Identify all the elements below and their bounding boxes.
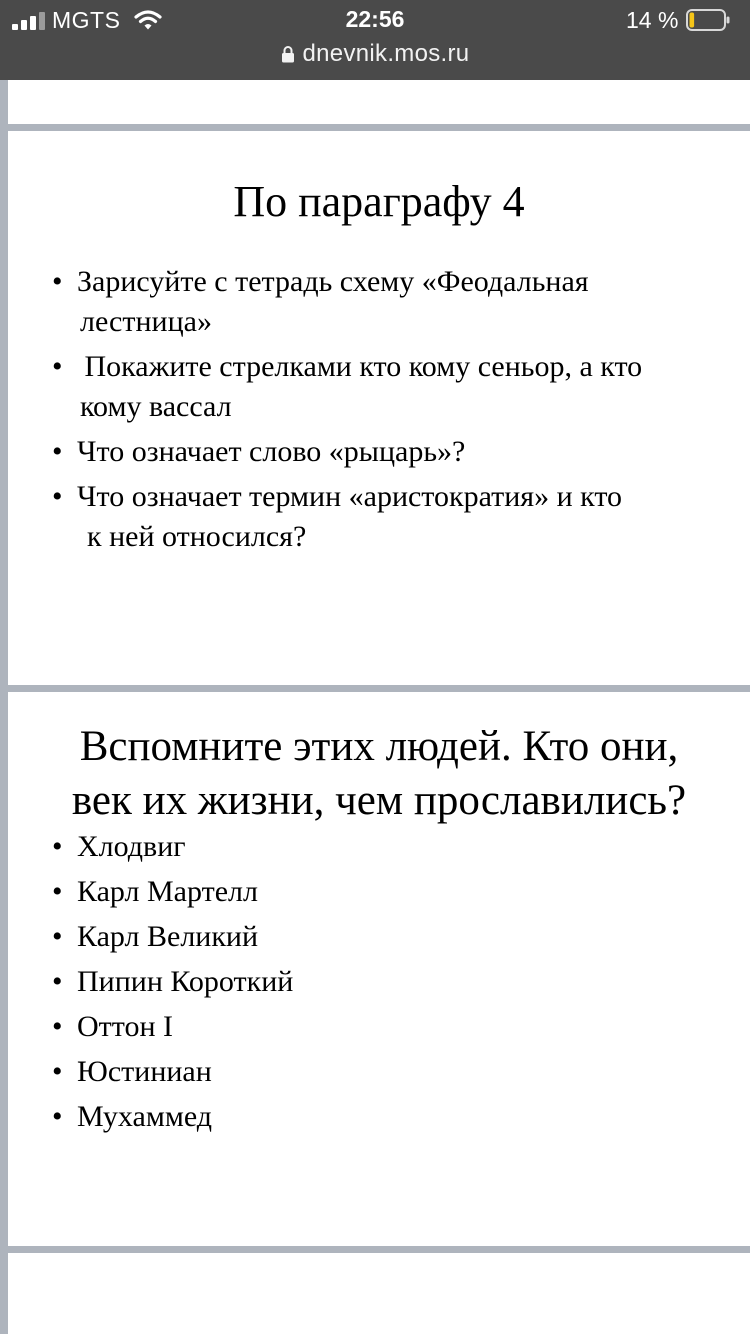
slide-title: По параграфу 4	[233, 177, 525, 226]
list-item: • Хлодвиг	[52, 824, 712, 869]
list-item: • Юстиниан	[52, 1049, 712, 1094]
list-item: • Оттон I	[52, 1004, 712, 1049]
address-bar[interactable]	[0, 40, 750, 68]
list-item: • Мухаммед	[52, 1094, 712, 1139]
slide-divider	[8, 685, 750, 692]
list-item: • Что означает слово «рыцарь»?	[52, 432, 712, 472]
list-item: • Зарисуйте с тетрадь схему «Феодальная лестница»	[52, 262, 712, 342]
left-scroll-edge	[0, 80, 8, 1334]
url-text: dnevnik.mos.ru	[302, 40, 470, 67]
slide-divider	[8, 1246, 750, 1253]
slide-divider	[8, 124, 750, 131]
list-item: • Карл Мартелл	[52, 869, 712, 914]
people-list	[52, 824, 712, 1139]
carrier-name: MGTS	[52, 7, 121, 33]
list-item: • Карл Великий	[52, 914, 712, 959]
battery-icon	[686, 9, 730, 31]
list-item: • Что означает термин «аристократия» и кто к ней относился?	[52, 477, 712, 557]
battery-percent: 14 %	[626, 7, 679, 33]
browser-status-bar	[0, 0, 750, 80]
slide-title: Вспомните этих людей. Кто они, век их жизни, чем прославились?	[71, 723, 687, 824]
status-time: 22:56	[345, 6, 405, 32]
homework-list	[52, 262, 712, 562]
lock-icon	[281, 45, 295, 63]
list-item: • Покажите стрелками кто кому сеньор, а кто кому вассал	[52, 347, 712, 427]
list-item: • Пипин Короткий	[52, 959, 712, 1004]
